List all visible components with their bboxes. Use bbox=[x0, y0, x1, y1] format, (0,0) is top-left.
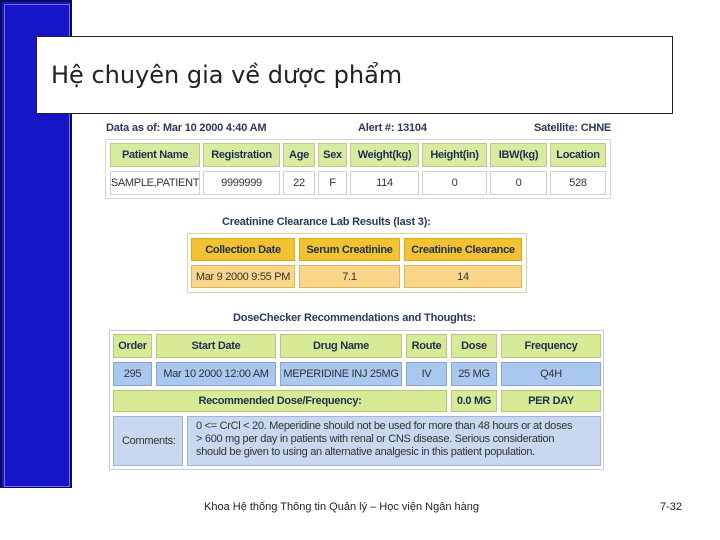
dose-table-cell: MEPERIDINE INJ 25MG bbox=[280, 362, 402, 386]
patient-table-header: Weight(kg) bbox=[350, 143, 419, 167]
dose-table-header: Start Date bbox=[156, 334, 276, 358]
dose-table-cell: 25 MG bbox=[451, 362, 497, 386]
dose-table-cell: Q4H bbox=[501, 362, 601, 386]
dose-table-header: Drug Name bbox=[280, 334, 402, 358]
data-as-of: Data as of: Mar 10 2000 4:40 AM bbox=[106, 122, 267, 134]
comment-line: 0 <= CrCl < 20. Meperidine should not be used for more than 48 hours or at doses bbox=[196, 420, 573, 432]
patient-table-header: Patient Name bbox=[110, 143, 200, 167]
patient-table-cell: 114 bbox=[350, 171, 419, 195]
patient-table-header: Age bbox=[283, 143, 315, 167]
slide-title: Hệ chuyên gia về dược phẩm bbox=[51, 61, 403, 89]
patient-table-header: Sex bbox=[318, 143, 347, 167]
patient-table-cell: SAMPLE,PATIENT bbox=[110, 171, 200, 195]
comments-box bbox=[187, 416, 601, 466]
lab-table-cell: 14 bbox=[404, 265, 522, 288]
comments-label: Comments: bbox=[113, 416, 183, 466]
title-box bbox=[36, 36, 673, 114]
lab-table-cell: Mar 9 2000 9:55 PM bbox=[191, 265, 295, 288]
lab-table-cell: 7.1 bbox=[299, 265, 400, 288]
lab-table-header: Creatinine Clearance bbox=[404, 238, 522, 261]
patient-table-cell: 0 bbox=[422, 171, 487, 195]
patient-table-header: Height(in) bbox=[422, 143, 487, 167]
dose-table-cell: Mar 10 2000 12:00 AM bbox=[156, 362, 276, 386]
recommended-label: Recommended Dose/Frequency: bbox=[113, 390, 447, 412]
recommended-dose: 0.0 MG bbox=[451, 390, 497, 412]
dose-table-header: Route bbox=[406, 334, 447, 358]
satellite: Satellite: CHNE bbox=[534, 122, 612, 134]
lab-table-header: Collection Date bbox=[191, 238, 295, 261]
recommended-frequency: PER DAY bbox=[501, 390, 601, 412]
patient-table-cell: F bbox=[318, 171, 347, 195]
patient-table-cell: 0 bbox=[490, 171, 547, 195]
footer-text: Khoa Hệ thống Thông tin Quản lý – Học viện Ngân hàng bbox=[204, 501, 479, 513]
dose-section-title: DoseChecker Recommendations and Thoughts: bbox=[233, 312, 477, 324]
patient-table-cell: 528 bbox=[550, 171, 606, 195]
lab-section-title: Creatinine Clearance Lab Results (last 3): bbox=[222, 216, 431, 228]
dose-table-header: Order bbox=[113, 334, 152, 358]
page-number: 7-32 bbox=[660, 501, 683, 513]
comment-line: should be given to using an alternative analgesic in this patient population. bbox=[196, 446, 535, 458]
dose-table-cell: 295 bbox=[113, 362, 152, 386]
alert-number: Alert #: 13104 bbox=[358, 122, 427, 134]
comment-line: > 600 mg per day in patients with renal or CNS disease. Serious consideration bbox=[196, 433, 555, 445]
dose-table-header: Dose bbox=[451, 334, 497, 358]
patient-table-header: IBW(kg) bbox=[490, 143, 547, 167]
patient-table-cell: 9999999 bbox=[203, 171, 280, 195]
patient-table-header: Registration bbox=[203, 143, 280, 167]
patient-table-cell: 22 bbox=[283, 171, 315, 195]
dose-table-cell: IV bbox=[406, 362, 447, 386]
dose-table-header: Frequency bbox=[501, 334, 601, 358]
patient-table-header: Location bbox=[550, 143, 606, 167]
lab-table-header: Serum Creatinine bbox=[299, 238, 400, 261]
